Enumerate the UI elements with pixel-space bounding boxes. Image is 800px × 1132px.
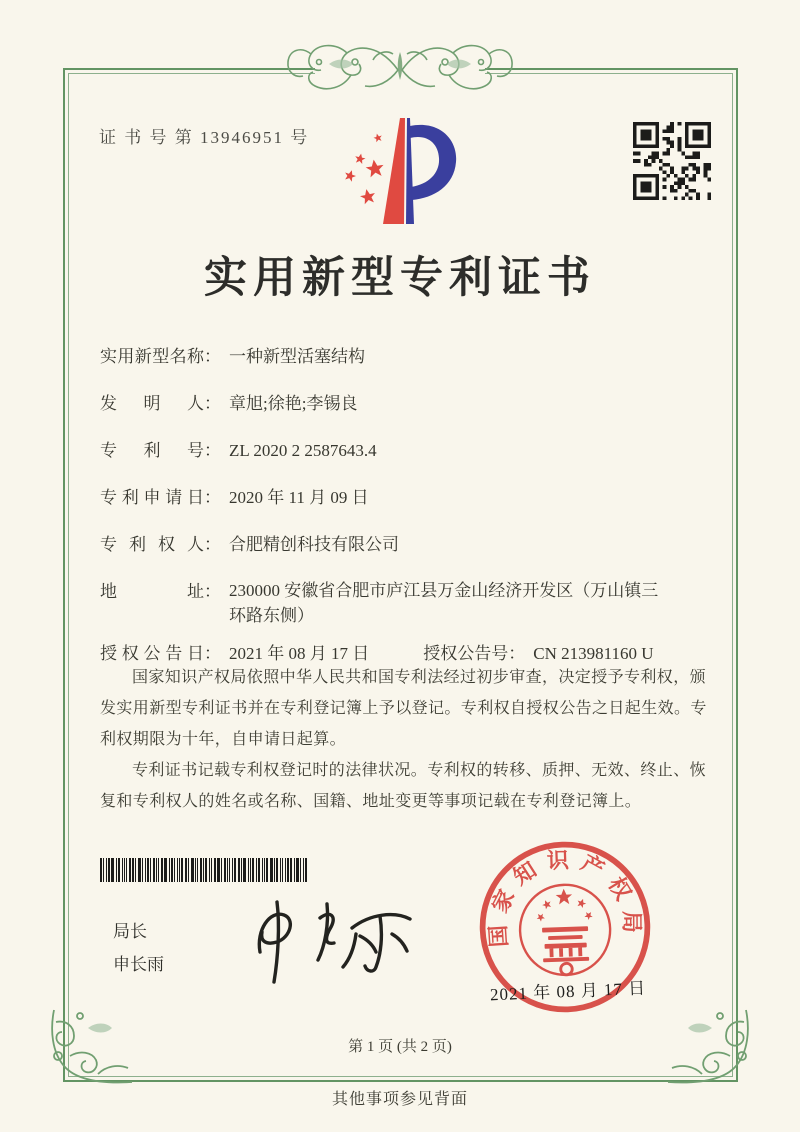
field-row-patent-number	[100, 437, 722, 465]
barcode-icon	[100, 858, 312, 882]
field-colon: ：	[204, 394, 221, 413]
back-side-note: 其他事项参见背面	[331, 1091, 468, 1108]
field-row-utility-model-name	[100, 343, 722, 371]
certificate-fields	[100, 343, 722, 687]
body-paragraph: 专利证书记载专利权登记时的法律状况。专利权的转移、质押、无效、终止、恢复和专利权人的姓名或名称、国籍、地址变更等事项记载在专利登记簿上。	[100, 762, 707, 810]
director-signature-icon	[232, 892, 432, 992]
field-row-inventors	[100, 390, 722, 418]
page-number: 第 1 页 (共 2 页)	[348, 1039, 452, 1055]
field-colon: ：	[204, 347, 221, 366]
field-row-filing-date	[100, 484, 722, 512]
field-label: 授权公告号	[423, 644, 509, 663]
director-title: 局长	[113, 922, 147, 941]
field-label: 地址	[100, 582, 204, 601]
field-value: ZL 2020 2 2587643.4	[229, 441, 377, 460]
seal-text: 国家知识产权局	[484, 847, 645, 948]
field-value: 合肥精创科技有限公司	[229, 535, 399, 554]
field-label: 专利权人	[100, 535, 204, 554]
field-value: 2021 年 08 月 17 日	[229, 644, 370, 663]
certificate-title: 实用新型专利证书	[204, 255, 596, 302]
field-colon: ：	[204, 582, 221, 601]
director-block	[113, 915, 164, 981]
field-colon: ：	[204, 441, 221, 460]
field-row-patentee	[100, 531, 722, 559]
body-paragraph: 国家知识产权局依照中华人民共和国专利法经过初步审查，决定授予专利权，颁发实用新型专利证书并在专利登记簿上予以登记。专利权自授权公告之日起生效。专利权期限为十年，自申请日起算。	[100, 669, 707, 748]
field-label: 专利号	[100, 441, 204, 460]
certificate-number: 证 书 号 第 13946951 号	[99, 128, 310, 147]
field-value: CN 213981160 U	[533, 644, 654, 663]
field-value: 章旭;徐艳;李锡良	[229, 394, 358, 413]
field-label: 专利申请日	[100, 488, 204, 507]
field-value: 2020 年 11 月 09 日	[229, 488, 369, 507]
cnipa-logo-icon	[338, 112, 466, 234]
field-value: 一种新型活塞结构	[229, 347, 365, 366]
field-row-address	[100, 578, 722, 628]
qr-code-icon	[633, 122, 711, 200]
field-colon: ：	[204, 535, 221, 554]
field-colon: ：	[508, 644, 526, 663]
certificate-body-text	[100, 662, 722, 817]
field-colon: ：	[204, 644, 221, 663]
field-label: 实用新型名称	[100, 347, 204, 366]
field-label: 发明人	[100, 394, 204, 413]
seal-date: 2021 年 08 月 17 日	[489, 978, 647, 1005]
field-label: 授权公告日	[100, 644, 204, 663]
field-value: 230000 安徽省合肥市庐江县万金山经济开发区（万山镇三环路东侧）	[229, 581, 659, 625]
field-colon: ：	[204, 488, 221, 507]
director-name: 申长雨	[113, 955, 164, 974]
